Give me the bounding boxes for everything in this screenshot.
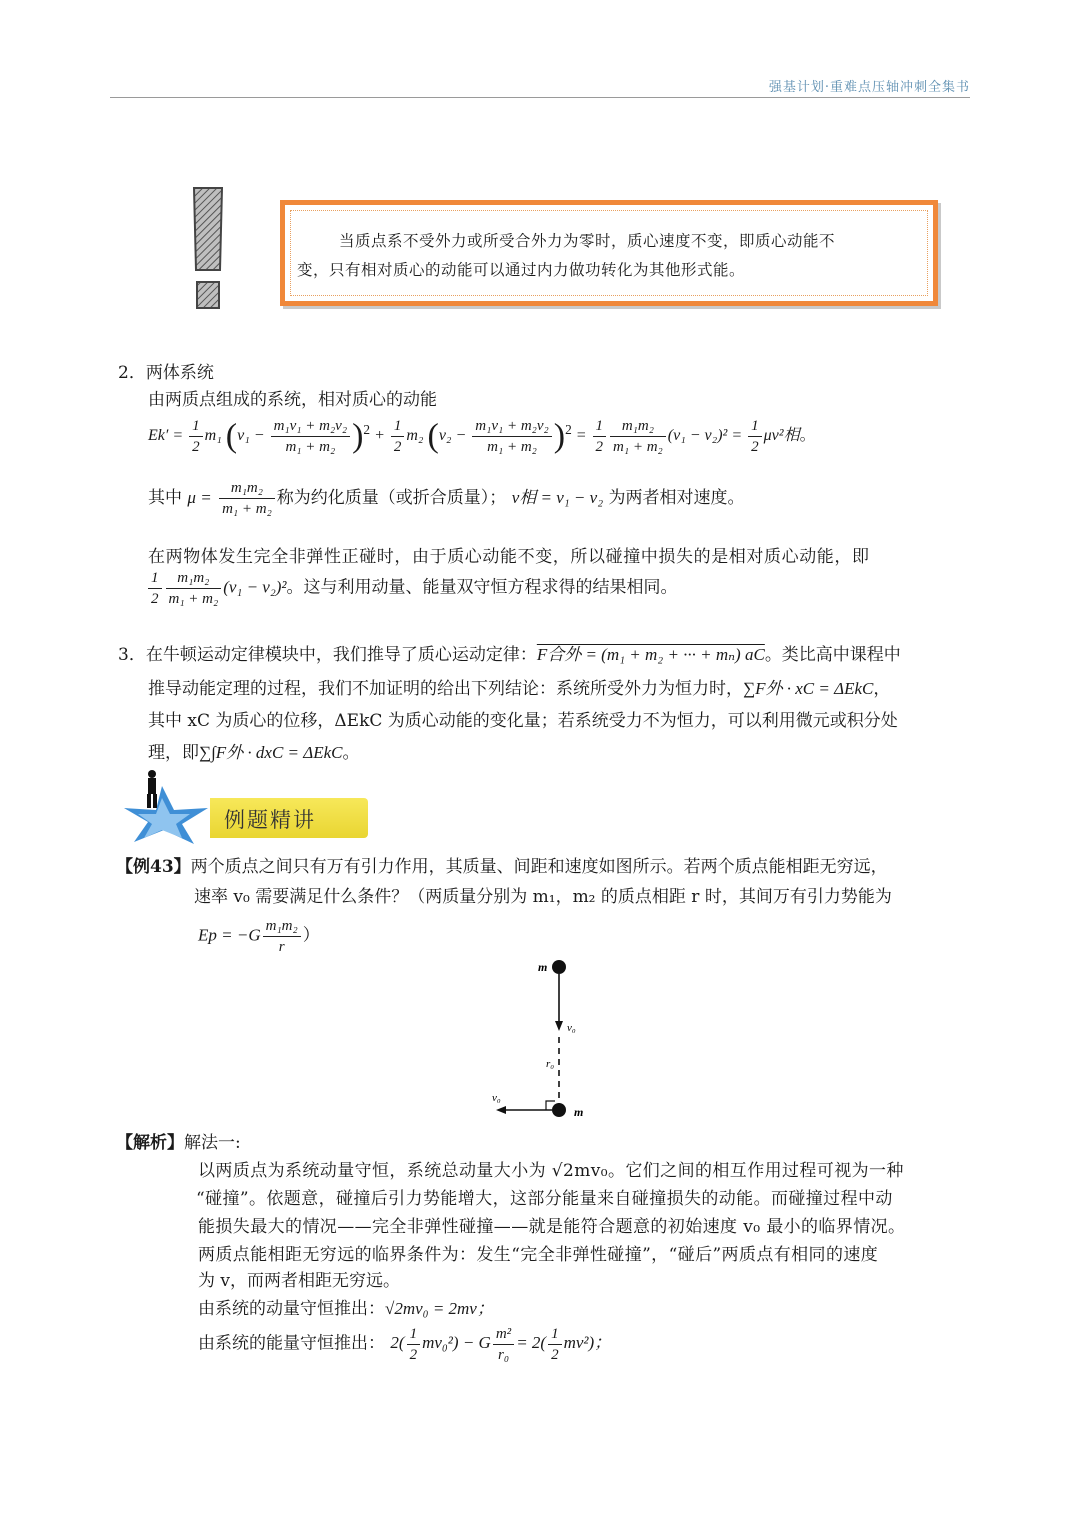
ek-plus: + [374, 427, 385, 445]
label-m-top: m [538, 960, 548, 974]
note-box [280, 200, 938, 306]
sec3-line1b: 。类比高中课程中 [764, 645, 901, 665]
solution-l7a: 由系统的能量守恒推出： [198, 1333, 385, 1354]
ek-half-num: 1 [189, 416, 203, 437]
banner-label: 例题精讲 [224, 808, 316, 832]
ek-num-1: m₁v₁ + m₂v₂ [271, 416, 350, 437]
example-text1: 两个质点之间只有万有引力作用，其质量、间距和速度如图所示。若两个质点能相距无穷远， [190, 857, 888, 877]
mu-den: m₁ + m₂ [222, 501, 272, 517]
solution-l4: 两质点能相距无穷远的临界条件为：发生“完全非弹性碰撞”，“碰后”两质点有相同的速度 [198, 1245, 879, 1265]
sec3-line3: 其中 xC 为质心的位移，ΔEkC 为质心动能的变化量；若系统受力不为恒力，可以利用微元或积分处 [148, 711, 898, 731]
example-line2: 速率 v₀ 需要满足什么条件？（两质量分别为 m₁，m₂ 的质点相距 r 时，其间万有引力势能为 [194, 887, 892, 907]
solution-method: 解法一: [184, 1133, 241, 1153]
p2-den1: 2 [151, 591, 159, 607]
ek-lhs: Ek′ = [148, 427, 184, 445]
solution-l3: 能损失最大的情况——完全非弹性碰撞——就是能符合题意的初始速度 v₀ 最小的临界情况。 [198, 1217, 906, 1237]
star-person-icon [122, 768, 222, 844]
ep-tail: ） [302, 925, 320, 945]
section-banner [210, 798, 368, 838]
arrow-down-icon [555, 1021, 563, 1031]
l7-half-num-2: 1 [548, 1324, 562, 1345]
p2-num2: m₁m₂ [166, 568, 222, 589]
p2-den2: m₁ + m₂ [168, 591, 219, 607]
header-rule [110, 97, 970, 98]
header-title: 强基计划·重难点压轴冲刺全集书 [768, 80, 970, 95]
l7-half-den-2: 2 [551, 1347, 559, 1363]
ek-v2: v₂ − [438, 427, 467, 445]
solution-l5: 为 v，而两者相距无穷远。 [198, 1271, 401, 1291]
ek-num-2: m₁v₁ + m₂v₂ [472, 416, 551, 437]
ep-lhs: Ep = −G [198, 925, 261, 945]
sec2-p2-line1: 在两物体发生完全非弹性正碰时，由于质心动能不变，所以碰撞中损失的是相对质心动能，即 [148, 547, 870, 567]
solution-l6-eq: √2mv₀ = 2mv； [385, 1299, 494, 1318]
l7-half-den: 2 [409, 1347, 418, 1363]
l7-gden: r₀ [497, 1347, 510, 1363]
note-line-1: 当质点系不受外力或所受合外力为零时，质心速度不变，即质心动能不 [339, 232, 836, 250]
note-line-2: 变，只有相对质心的动能可以通过内力做功转化为其他形式能。 [297, 261, 746, 279]
sec2-intro: 由两质点组成的系统，相对质心的动能 [148, 390, 437, 410]
ek-eq-2: = [731, 427, 743, 445]
sec3-line4b: 。 [342, 743, 360, 763]
ek-den-1: m₁ + m₂ [285, 439, 336, 455]
ek-third-den-a: 2 [595, 439, 604, 455]
ek-eq-1: = [575, 427, 587, 445]
ek-last-num: 1 [748, 416, 762, 437]
sec3-line2b: ， [873, 679, 891, 699]
ek-den-2: m₁ + m₂ [487, 439, 537, 455]
ek-third-num-b: m₁m₂ [610, 416, 666, 437]
example-ep [198, 916, 320, 957]
l7-end: )； [588, 1333, 612, 1353]
ek-third-den-b: m₁ + m₂ [613, 439, 663, 455]
l7-p1: 2( [390, 1333, 405, 1353]
p2-tail: 。这与利用动量、能量双守恒方程求得的结果相同。 [286, 577, 678, 597]
sec3-line1-eq: F合外 = (m₁ + m₂ + ··· + mₙ) aC [536, 645, 765, 664]
solution-l6a: 由系统的动量守恒推出： [198, 1299, 385, 1319]
l7-mid: ) − G [452, 1333, 491, 1353]
sec3-line2a: 推导动能定理的过程，我们不加证明的给出下列结论：系统所受外力为恒力时， [148, 679, 743, 699]
mu-line [148, 478, 745, 519]
label-r0: r₀ [546, 1058, 555, 1070]
p2-diff: (v₁ − v₂)² [223, 577, 287, 597]
solution-l6 [198, 1294, 494, 1319]
solution-l7 [198, 1324, 611, 1365]
ek-mu: μv²相 [763, 427, 800, 445]
mu-num: m₁m₂ [219, 478, 275, 499]
ek-m1: m₁ [204, 427, 222, 445]
ek-end: 。 [799, 427, 816, 445]
mass-top [552, 960, 566, 974]
vrel-eq: v相 = v₁ − v₂ [511, 488, 604, 507]
mu-prefix: 其中 [148, 488, 182, 508]
l7-eq: = 2( [516, 1333, 547, 1353]
sec3-line2 [148, 674, 890, 699]
sec3-line1 [118, 640, 901, 665]
label-v-down: v₀ [567, 1022, 576, 1034]
sec3-line4-eq: ∑∫F外 · dxC = ΔEkC [199, 743, 343, 762]
mu-text: 称为约化质量（或折合质量）； [276, 488, 507, 508]
solution-tag: 【解析】 [116, 1133, 184, 1153]
solution-l1: 以两质点为系统动量守恒，系统总动量大小为 √2mv₀。它们之间的相互作用过程可视为一种 [198, 1161, 904, 1181]
l7-mv0: mv₀² [422, 1333, 453, 1353]
figure-masses [480, 955, 600, 1125]
label-m-bottom: m [574, 1105, 584, 1119]
ek-m2: m₂ [406, 427, 424, 445]
arrow-left-icon [496, 1106, 506, 1114]
ek-third-num-a: 1 [593, 416, 607, 437]
solution-l2: “碰撞”。依题意，碰撞后引力势能增大，这部分能量来自碰撞损失的动能。而碰撞过程中动 [196, 1189, 893, 1209]
p2-num1: 1 [148, 568, 162, 589]
ek-diff: (v₁ − v₂)² [667, 427, 728, 445]
sec3-line2-eq: ∑F外 · xC = ΔEkC [743, 679, 874, 698]
sec3-line4 [148, 738, 360, 763]
l7-mv: mv² [563, 1333, 589, 1353]
ek-half-den: 2 [192, 439, 200, 455]
ek-v1: v₁ − [237, 427, 265, 445]
example-line1 [116, 852, 888, 877]
l7-gnum: m² [493, 1324, 514, 1345]
mu-lhs: μ = [187, 488, 212, 507]
ek-half-den-2: 2 [393, 439, 402, 455]
ek-half-num-2: 1 [391, 416, 405, 437]
solution-head [116, 1128, 241, 1153]
sec2-heading: 2．两体系统 [118, 363, 214, 383]
ep-num: m₁m₂ [263, 916, 301, 937]
formula-ek: Ek′ = $\frac{1}{2}$ m₁ (v₁ − $\frac{\text{m₁v₁ + m₂v₂}}{\text{m₁ + m₂}}$ )$^2$ + $\frac{1}{2}$ m₂ (v₂ − $\frac{\text{m₁v₁ + m₂v₂}}{\text{m₁ + m₂}}$ )$^2$ = $\frac{1}{2}$ $\frac{\text{m₁m₂}}{\text{m₁ + m₂}}$ (v₁ − v₂)² = $\frac{1}{2}$ μv²相。 [148, 417, 816, 455]
mass-bottom [552, 1103, 566, 1117]
exclamation-icon [190, 186, 226, 312]
sec2-p2-line2 [146, 568, 678, 609]
example-tag: 【例43】 [116, 857, 191, 877]
vrel-text: 为两者相对速度。 [608, 488, 745, 508]
ep-den: r [278, 939, 285, 955]
l7-half-num: 1 [407, 1324, 421, 1345]
sec3-line1a: 3．在牛顿运动定律模块中，我们推导了质心运动定律： [118, 645, 537, 665]
sec3-line4a: 理，即 [148, 743, 199, 763]
ek-last-den: 2 [751, 439, 759, 455]
label-v-left: v₀ [492, 1092, 501, 1104]
